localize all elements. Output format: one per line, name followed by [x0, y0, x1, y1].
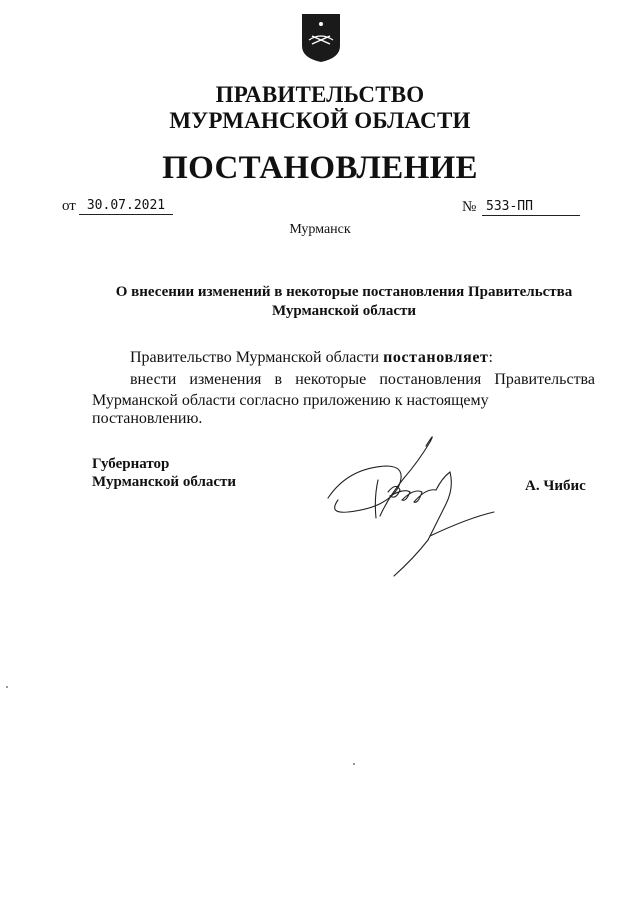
document-subject	[100, 283, 588, 321]
subject-line1: О внесении изменений в некоторые постановления Правительства	[115, 284, 573, 300]
document-type-title: ПОСТАНОВЛЕНИЕ	[162, 150, 478, 186]
document-date: 30.07.2021	[79, 197, 173, 215]
scan-artifact-dot	[353, 763, 355, 765]
scan-artifact-dot	[6, 686, 8, 688]
government-title-line1: ПРАВИТЕЛЬСТВО	[215, 82, 425, 107]
signer-position-line1: Губернатор	[92, 456, 170, 472]
preamble-text: Правительство Мурманской области	[130, 349, 384, 366]
body-text-line2: Мурманской области согласно приложению к настоящему постановлению.	[92, 392, 489, 427]
coat-of-arms-icon	[300, 12, 342, 64]
handwritten-signature-icon	[318, 428, 508, 578]
government-title-line2: МУРМАНСКОЙ ОБЛАСТИ	[169, 108, 471, 133]
number-prefix: №	[462, 199, 477, 215]
body-text-line1: внести изменения в некоторые постановления Правительства	[130, 371, 595, 388]
preamble	[130, 349, 493, 367]
date-prefix: от	[62, 198, 76, 214]
government-title	[0, 82, 640, 134]
subject-line2: Мурманской области	[271, 303, 417, 319]
signer-name: А. Чибис	[525, 478, 586, 494]
signer-position	[92, 455, 236, 491]
city-name: Мурманск	[289, 222, 351, 237]
preamble-verb: постановляет	[383, 349, 489, 366]
preamble-colon: :	[488, 349, 493, 366]
signer-position-line2: Мурманской области	[92, 474, 237, 490]
document-number: 533-ПП	[482, 198, 580, 216]
